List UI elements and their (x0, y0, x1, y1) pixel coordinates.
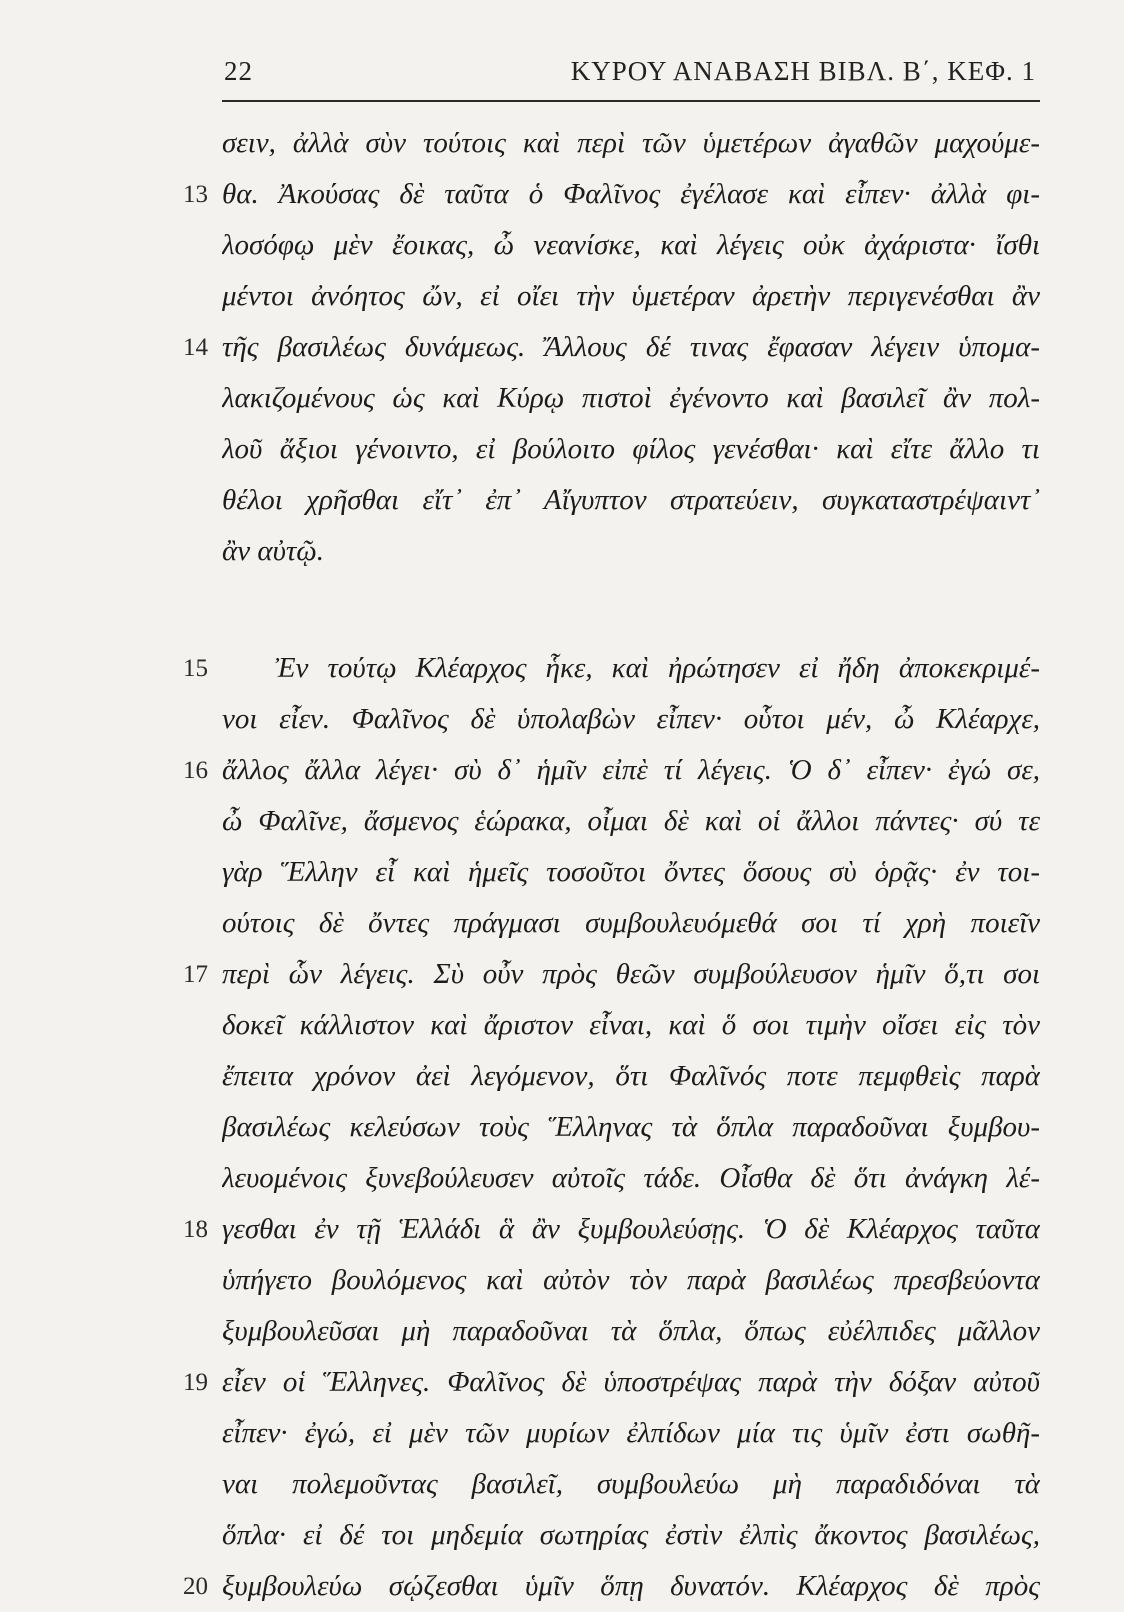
text-line (0, 1408, 1124, 1459)
text-line (0, 526, 1124, 577)
line-text: ἂν αὐτῷ. (222, 535, 324, 567)
line-text: θα. Ἀκούσας δὲ ταῦτα ὁ Φαλῖνος ἐγέλασε καὶ εἶπεν· ἀλλὰ φι- (222, 178, 1040, 210)
text-line (0, 220, 1124, 271)
greek-text-block (0, 118, 1124, 1612)
line-text: ὦ Φαλῖνε, ἄσμενος ἑώρακα, οἶμαι δὲ καὶ οἱ ἄλλοι πάντες· σύ τε (222, 805, 1040, 837)
text-line (0, 745, 1124, 796)
line-text: τῆς βασιλέως δυνάμεως. Ἄλλους δέ τινας ἔφασαν λέγειν ὑπομα- (222, 331, 1040, 363)
line-text: ξυμβουλεῦσαι μὴ παραδοῦναι τὰ ὅπλα, ὅπως εὐέλπιδες μᾶλλον (222, 1315, 1040, 1347)
text-line (0, 796, 1124, 847)
line-text: ὅπλα· εἰ δέ τοι μηδεμία σωτηρίας ἐστὶν ἐλπὶς ἄκοντος βασιλέως, (222, 1519, 1040, 1551)
text-line (0, 1153, 1124, 1204)
line-text: γὰρ Ἕλλην εἶ καὶ ἡμεῖς τοσοῦτοι ὄντες ὅσους σὺ ὁρᾷς· ἐν τοι- (222, 856, 1040, 888)
text-line (0, 1561, 1124, 1612)
text-line (0, 1204, 1124, 1255)
text-line (0, 169, 1124, 220)
section-number: 17 (183, 961, 208, 988)
text-line (0, 1000, 1124, 1051)
line-text: μέντοι ἀνόητος ὤν, εἰ οἴει τὴν ὑμετέραν ἀρετὴν περιγενέσθαι ἂν (222, 280, 1040, 312)
text-line (0, 847, 1124, 898)
line-text: εἶεν οἱ Ἕλληνες. Φαλῖνος δὲ ὑποστρέψας παρὰ τὴν δόξαν αὐτοῦ (222, 1366, 1040, 1398)
text-line (0, 118, 1124, 169)
section-number: 20 (183, 1573, 208, 1600)
line-text: γεσθαι ἐν τῇ Ἑλλάδι ἃ ἂν ξυμβουλεύσῃς. Ὁ δὲ Κλέαρχος ταῦτα (222, 1213, 1040, 1245)
line-text: περὶ ὧν λέγεις. Σὺ οὖν πρὸς θεῶν συμβούλευσον ἡμῖν ὅ,τι σοι (222, 958, 1040, 990)
line-text: βασιλέως κελεύσων τοὺς Ἕλληνας τὰ ὅπλα παραδοῦναι ξυμβου- (222, 1111, 1040, 1143)
section-number: 16 (183, 757, 208, 784)
line-text: ούτοις δὲ ὄντες πράγμασι συμβουλευόμεθά σοι τί χρὴ ποιεῖν (222, 907, 1040, 939)
header-rule (222, 100, 1040, 102)
text-line (0, 1459, 1124, 1510)
line-text: ναι πολεμοῦντας βασιλεῖ, συμβουλεύω μὴ παραδιδόναι τὰ (222, 1468, 1040, 1500)
page-number: 22 (224, 56, 253, 86)
line-text: ἄλλος ἄλλα λέγει· σὺ δ᾽ ἡμῖν εἰπὲ τί λέγεις. Ὁ δ᾽ εἶπεν· ἐγώ σε, (222, 754, 1040, 786)
line-text: θέλοι χρῆσθαι εἴτ᾽ ἐπ᾽ Αἴγυπτον στρατεύειν, συγκαταστρέψαιντ᾽ (222, 484, 1040, 516)
line-text: νοι εἶεν. Φαλῖνος δὲ ὑπολαβὼν εἶπεν· οὗτοι μέν, ὦ Κλέαρχε, (222, 703, 1040, 735)
section-number: 19 (183, 1369, 208, 1396)
text-line (0, 694, 1124, 745)
text-line (0, 1357, 1124, 1408)
line-text: σειν, ἀλλὰ σὺν τούτοις καὶ περὶ τῶν ὑμετέρων ἀγαθῶν μαχούμε- (222, 127, 1040, 159)
line-text: ξυμβουλεύω σῴζεσθαι ὑμῖν ὅπῃ δυνατόν. Κλέαρχος δὲ πρὸς (222, 1570, 1040, 1602)
line-text: λοσόφῳ μὲν ἔοικας, ὦ νεανίσκε, καὶ λέγεις οὐκ ἀχάριστα· ἴσθι (222, 229, 1040, 261)
section-number: 13 (183, 181, 208, 208)
line-text: λοῦ ἄξιοι γένοιντο, εἰ βούλοιτο φίλος γενέσθαι· καὶ εἴτε ἄλλο τι (222, 433, 1040, 465)
line-text: λακιζομένους ὡς καὶ Κύρῳ πιστοὶ ἐγένοντο καὶ βασιλεῖ ἂν πολ- (222, 382, 1040, 414)
text-line (0, 1255, 1124, 1306)
text-line (0, 475, 1124, 526)
line-text: εἶπεν· ἐγώ, εἰ μὲν τῶν μυρίων ἐλπίδων μία τις ὑμῖν ἐστι σωθῆ- (222, 1417, 1040, 1449)
line-text: Ἐν τούτῳ Κλέαρχος ἧκε, καὶ ἠρώτησεν εἰ ἤδη ἀποκεκριμέ- (275, 652, 1040, 684)
page-header (222, 56, 1040, 96)
text-line (0, 271, 1124, 322)
text-line (0, 949, 1124, 1000)
text-line (0, 643, 1124, 694)
text-line (0, 373, 1124, 424)
section-number: 14 (183, 334, 208, 361)
text-line (0, 424, 1124, 475)
running-head: ΚΥΡΟΥ ΑΝΑΒΑΣΗ ΒΙΒΛ. Β΄, ΚΕΦ. 1 (570, 56, 1036, 86)
text-line (0, 1051, 1124, 1102)
text-line (0, 1510, 1124, 1561)
text-line (0, 1306, 1124, 1357)
text-line (0, 898, 1124, 949)
line-text: ἔπειτα χρόνον ἀεὶ λεγόμενον, ὅτι Φαλῖνός ποτε πεμφθεὶς παρὰ (222, 1060, 1040, 1092)
line-text: ὑπήγετο βουλόμενος καὶ αὐτὸν τὸν παρὰ βασιλέως πρεσβεύοντα (222, 1264, 1040, 1296)
text-line (0, 1102, 1124, 1153)
section-number: 18 (183, 1216, 208, 1243)
line-text: λευομένοις ξυνεβούλευσεν αὐτοῖς τάδε. Οἶσθα δὲ ὅτι ἀνάγκη λέ- (222, 1162, 1040, 1194)
line-text: δοκεῖ κάλλιστον καὶ ἄριστον εἶναι, καὶ ὅ σοι τιμὴν οἴσει εἰς τὸν (222, 1009, 1040, 1041)
text-line (0, 322, 1124, 373)
section-number: 15 (183, 655, 208, 682)
